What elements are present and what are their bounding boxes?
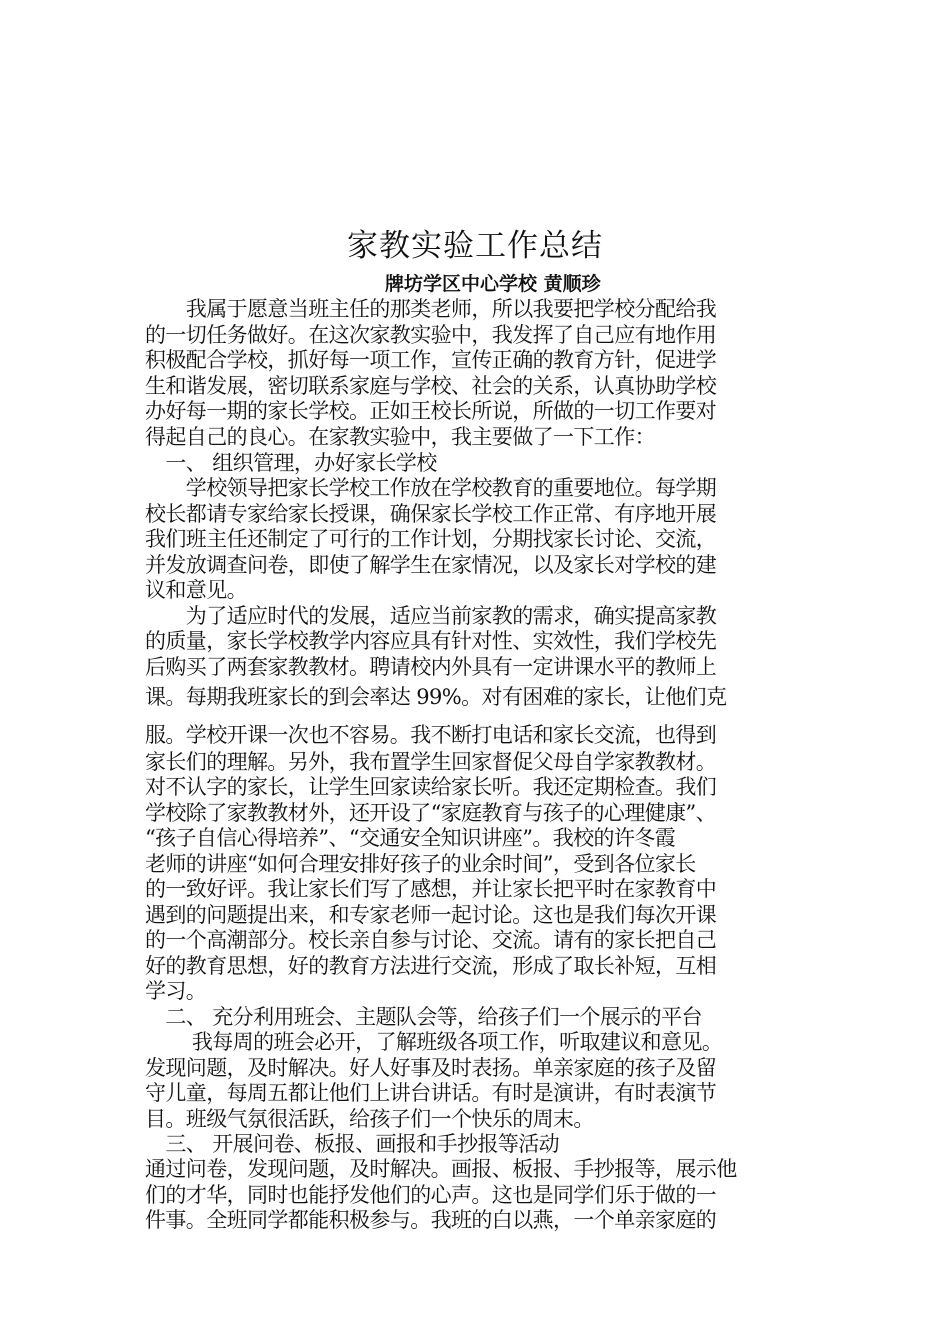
body-line: 后购买了两套家教教材。聘请校内外具有一定讲课水平的教师上 [145, 655, 717, 679]
document-title: 家教实验工作总结 [347, 228, 603, 264]
body-line: 目。班级气氛很活跃，给孩子们一个快乐的周末。 [145, 1107, 594, 1131]
body-line: 我属于愿意当班主任的那类老师，所以我要把学校分配给我 [145, 297, 717, 321]
body-line: 家长们的理解。另外，我布置学生回家督促父母自学家教教材。 [145, 750, 717, 774]
body-line: 我们班主任还制定了可行的工作计划，分期找家长讨论、交流， [145, 527, 717, 551]
body-line: 校长都请专家给家长授课，确保家长学校工作正常、有序地开展 [145, 502, 717, 526]
body-line: 们的才华，同时也能抒发他们的心声。这也是同学们乐于做的一 [145, 1183, 717, 1207]
body-line: 发现问题，及时解决。好人好事及时表扬。单亲家庭的孩子及留 [145, 1056, 717, 1080]
body-line: 的质量，家长学校教学内容应具有针对性、实效性，我们学校先 [145, 629, 717, 653]
body-line: 的一致好评。我让家长们写了感想，并让家长把平时在家教育中 [145, 877, 717, 901]
body-line: 的一个高潮部分。校长亲自参与讨论、交流。请有的家长把自己 [145, 928, 717, 952]
body-line: 三、 开展问卷、板报、画报和手抄报等活动 [145, 1132, 560, 1156]
body-line: 并发放调查问卷，即使了解学生在家情况，以及家长对学校的建 [145, 553, 717, 577]
body-line: 对不认字的家长，让学生回家读给家长听。我还定期检查。我们 [145, 775, 717, 799]
body-line: 守儿童，每周五都让他们上讲台讲话。有时是演讲，有时表演节 [145, 1081, 717, 1105]
body-line: 老师的讲座“如何合理安排好孩子的业余时间”，受到各位家长 [145, 852, 696, 876]
body-line: 积极配合学校，抓好每一项工作，宣传正确的教育方针，促进学 [145, 348, 717, 372]
body-line: 好的教育思想，好的教育方法进行交流，形成了取长补短，互相 [145, 954, 717, 978]
body-line: 通过问卷，发现问题，及时解决。画报、板报、手抄报等，展示他 [145, 1157, 737, 1181]
body-line: 为了适应时代的发展，适应当前家教的需求，确实提高家教 [145, 604, 717, 628]
body-line: 的一切任务做好。在这次家教实验中，我发挥了自己应有地作用 [145, 323, 717, 347]
body-line: 服。学校开课一次也不容易。我不断打电话和家长交流，也得到 [145, 723, 717, 747]
body-line: 件事。全班同学都能积极参与。我班的白以燕，一个单亲家庭的 [145, 1208, 717, 1232]
body-line: “孩子自信心得培养”、“交通安全知识讲座”。我校的许冬霞 [145, 826, 676, 850]
author-byline: 牌坊学区中心学校 黄顺珍 [385, 273, 601, 295]
body-line: 学校领导把家长学校工作放在学校教育的重要地位。每学期 [145, 476, 717, 500]
body-line: 学校除了家教教材外，还开设了“家庭教育与孩子的心理健康”、 [145, 801, 717, 825]
body-line: 我每周的班会必开，了解班级各项工作，听取建议和意见。 [145, 1030, 723, 1054]
body-line: 办好每一期的家长学校。正如王校长所说，所做的一切工作要对 [145, 399, 717, 423]
body-line: 议和意见。 [145, 578, 247, 602]
body-line: 遇到的问题提出来，和专家老师一起讨论。这也是我们每次开课 [145, 903, 717, 927]
body-line: 二、 充分利用班会、主题队会等，给孩子们一个展示的平台 [145, 1005, 702, 1029]
body-line: 得起自己的良心。在家教实验中，我主要做了一下工作： [145, 425, 655, 449]
body-line: 一、 组织管理，办好家长学校 [145, 451, 437, 475]
body-line: 课。每期我班家长的到会率达 99%。对有困难的家长，让他们克 [145, 685, 727, 709]
body-line: 学习。 [145, 979, 207, 1003]
body-line: 生和谐发展，密切联系家庭与学校、社会的关系，认真协助学校 [145, 374, 717, 398]
